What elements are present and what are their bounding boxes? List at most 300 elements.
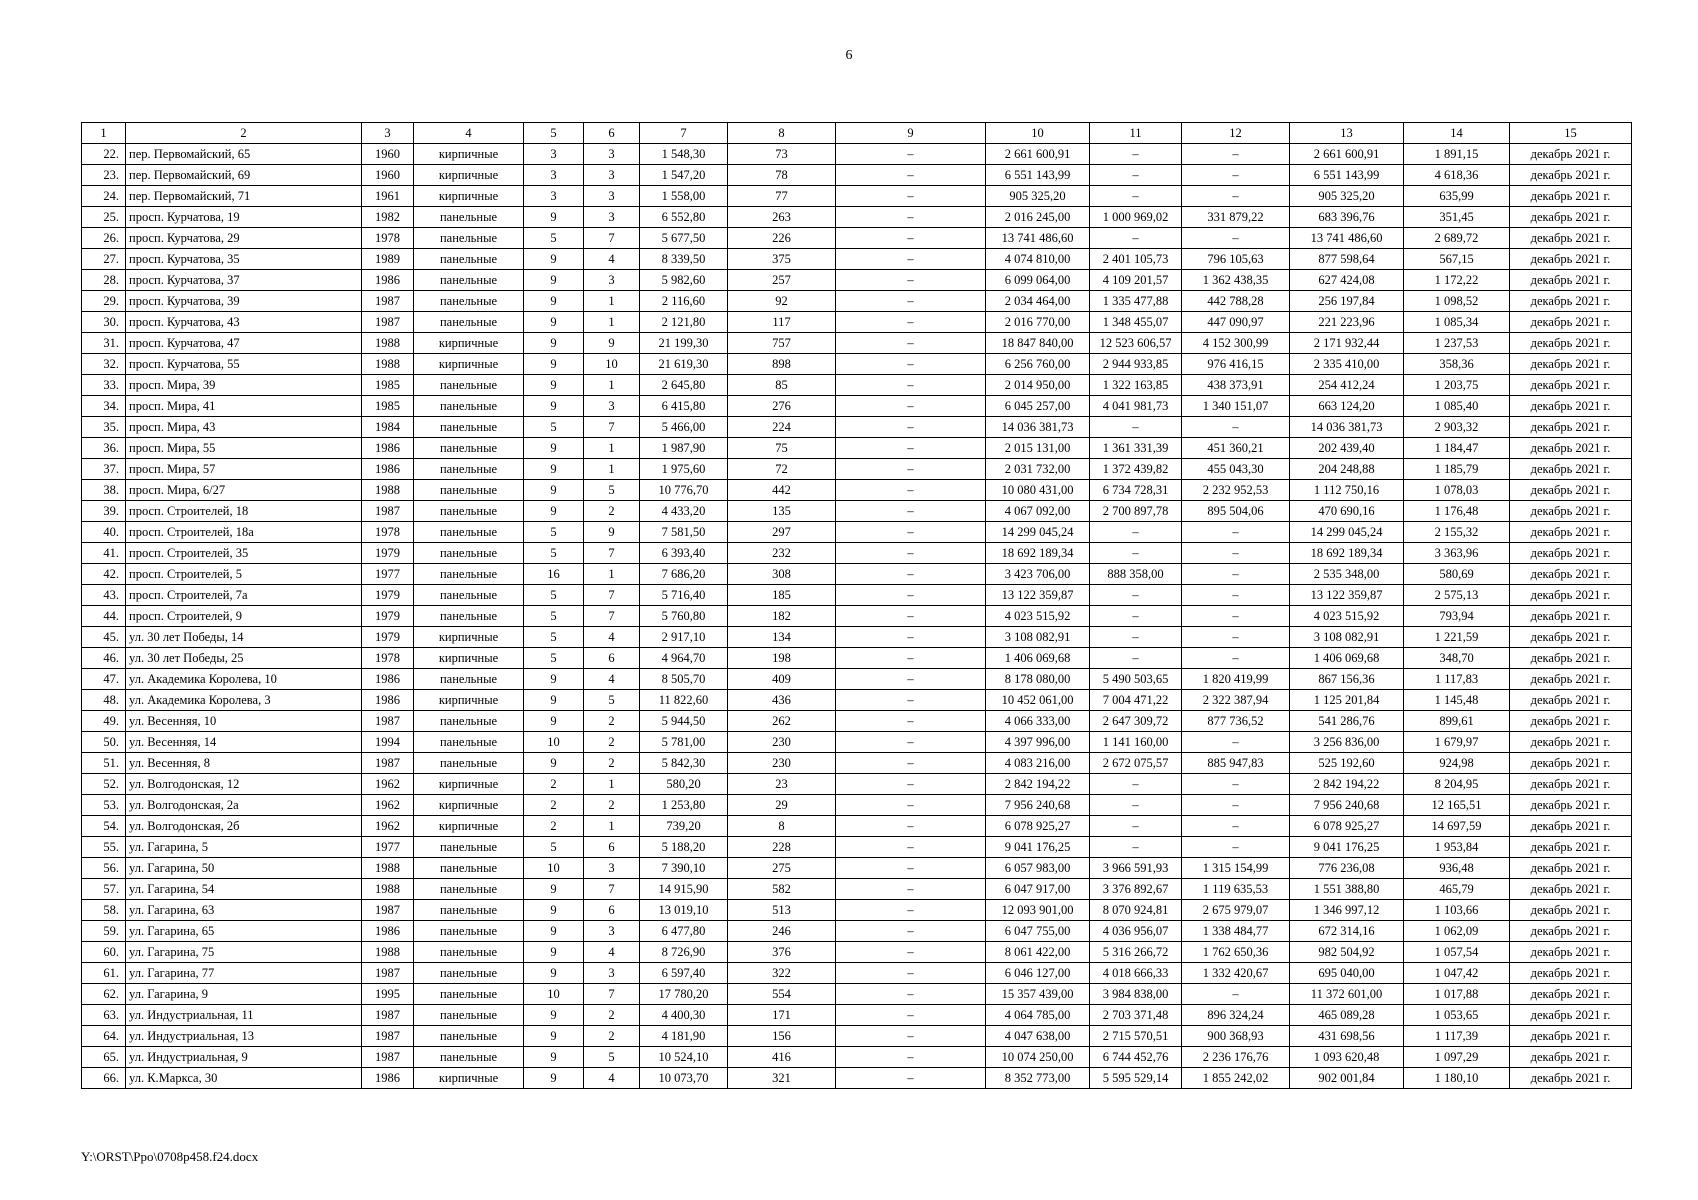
table-cell-col-7: 2 917,10: [640, 627, 728, 648]
table-row: [82, 648, 1632, 669]
table-cell-col-15: декабрь 2021 г.: [1510, 291, 1632, 312]
table-cell-col-2: ул. К.Маркса, 30: [126, 1068, 362, 1089]
table-cell-col-14: 2 575,13: [1404, 585, 1510, 606]
table-cell-col-15: декабрь 2021 г.: [1510, 900, 1632, 921]
table-cell-col-6: 1: [584, 774, 640, 795]
table-row: [82, 354, 1632, 375]
table-row: [82, 753, 1632, 774]
table-cell-col-11: –: [1090, 627, 1182, 648]
table-row: [82, 711, 1632, 732]
table-cell-col-12: –: [1182, 627, 1290, 648]
table-cell-col-10: 3 423 706,00: [986, 564, 1090, 585]
table-cell-col-15: декабрь 2021 г.: [1510, 795, 1632, 816]
table-cell-col-9: –: [836, 459, 986, 480]
table-cell-col-5: 9: [524, 690, 584, 711]
table-cell-col-11: 1 372 439,82: [1090, 459, 1182, 480]
table-cell-col-3: 1986: [362, 270, 414, 291]
table-cell-col-13: 11 372 601,00: [1290, 984, 1404, 1005]
table-cell-col-4: панельные: [414, 711, 524, 732]
table-cell-col-3: 1987: [362, 291, 414, 312]
table-cell-col-14: 1 117,39: [1404, 1026, 1510, 1047]
table-cell-col-4: панельные: [414, 396, 524, 417]
table-cell-col-5: 9: [524, 900, 584, 921]
table-cell-col-6: 2: [584, 753, 640, 774]
table-cell-col-1: 49.: [82, 711, 126, 732]
table-cell-col-1: 58.: [82, 900, 126, 921]
table-cell-col-10: 18 692 189,34: [986, 543, 1090, 564]
table-cell-col-14: 1 117,83: [1404, 669, 1510, 690]
table-cell-col-6: 3: [584, 186, 640, 207]
table-cell-col-9: –: [836, 585, 986, 606]
table-cell-col-1: 38.: [82, 480, 126, 501]
table-cell-col-8: 554: [728, 984, 836, 1005]
table-cell-col-13: 14 036 381,73: [1290, 417, 1404, 438]
table-row: [82, 963, 1632, 984]
table-cell-col-8: 228: [728, 837, 836, 858]
table-cell-col-12: 895 504,06: [1182, 501, 1290, 522]
table-cell-col-14: 1 145,48: [1404, 690, 1510, 711]
table-cell-col-14: 2 903,32: [1404, 417, 1510, 438]
table-cell-col-5: 10: [524, 858, 584, 879]
table-cell-col-3: 1960: [362, 144, 414, 165]
table-cell-col-9: –: [836, 375, 986, 396]
table-cell-col-7: 8 726,90: [640, 942, 728, 963]
table-cell-col-9: –: [836, 1005, 986, 1026]
column-header-10: 10: [986, 123, 1090, 144]
table-cell-col-11: –: [1090, 417, 1182, 438]
table-cell-col-7: 6 393,40: [640, 543, 728, 564]
table-cell-col-2: просп. Мира, 41: [126, 396, 362, 417]
table-cell-col-12: –: [1182, 165, 1290, 186]
table-cell-col-12: 1 855 242,02: [1182, 1068, 1290, 1089]
table-cell-col-5: 5: [524, 417, 584, 438]
table-cell-col-12: –: [1182, 984, 1290, 1005]
table-cell-col-9: –: [836, 711, 986, 732]
table-cell-col-10: 6 045 257,00: [986, 396, 1090, 417]
table-cell-col-3: 1985: [362, 375, 414, 396]
table-cell-col-5: 9: [524, 459, 584, 480]
table-cell-col-1: 36.: [82, 438, 126, 459]
table-cell-col-15: декабрь 2021 г.: [1510, 942, 1632, 963]
table-cell-col-6: 5: [584, 690, 640, 711]
table-cell-col-13: 1 406 069,68: [1290, 648, 1404, 669]
table-cell-col-7: 2 645,80: [640, 375, 728, 396]
table-cell-col-7: 8 339,50: [640, 249, 728, 270]
table-cell-col-10: 18 847 840,00: [986, 333, 1090, 354]
table-cell-col-8: 117: [728, 312, 836, 333]
table-cell-col-7: 10 073,70: [640, 1068, 728, 1089]
table-cell-col-12: 1 119 635,53: [1182, 879, 1290, 900]
table-cell-col-2: ул. Волгодонская, 2б: [126, 816, 362, 837]
table-cell-col-8: 757: [728, 333, 836, 354]
table-cell-col-12: –: [1182, 522, 1290, 543]
table-cell-col-13: 254 412,24: [1290, 375, 1404, 396]
table-cell-col-2: ул. Весенняя, 10: [126, 711, 362, 732]
table-cell-col-11: 6 734 728,31: [1090, 480, 1182, 501]
table-row: [82, 186, 1632, 207]
table-cell-col-5: 9: [524, 1005, 584, 1026]
table-cell-col-4: панельные: [414, 480, 524, 501]
table-cell-col-8: 416: [728, 1047, 836, 1068]
table-cell-col-10: 4 397 996,00: [986, 732, 1090, 753]
table-cell-col-15: декабрь 2021 г.: [1510, 1047, 1632, 1068]
table-cell-col-8: 898: [728, 354, 836, 375]
table-cell-col-12: –: [1182, 186, 1290, 207]
table-cell-col-1: 56.: [82, 858, 126, 879]
table-cell-col-15: декабрь 2021 г.: [1510, 774, 1632, 795]
table-cell-col-7: 8 505,70: [640, 669, 728, 690]
table-cell-col-3: 1978: [362, 648, 414, 669]
table-cell-col-11: 2 700 897,78: [1090, 501, 1182, 522]
table-cell-col-8: 198: [728, 648, 836, 669]
table-cell-col-13: 2 335 410,00: [1290, 354, 1404, 375]
table-cell-col-11: 4 109 201,57: [1090, 270, 1182, 291]
table-cell-col-12: 885 947,83: [1182, 753, 1290, 774]
table-cell-col-10: 8 352 773,00: [986, 1068, 1090, 1089]
table-cell-col-2: просп. Строителей, 5: [126, 564, 362, 585]
table-cell-col-9: –: [836, 207, 986, 228]
table-cell-col-5: 9: [524, 480, 584, 501]
table-cell-col-4: панельные: [414, 942, 524, 963]
table-cell-col-14: 1 047,42: [1404, 963, 1510, 984]
table-cell-col-7: 1 558,00: [640, 186, 728, 207]
table-cell-col-3: 1986: [362, 1068, 414, 1089]
table-cell-col-1: 61.: [82, 963, 126, 984]
table-cell-col-1: 32.: [82, 354, 126, 375]
table-cell-col-13: 902 001,84: [1290, 1068, 1404, 1089]
table-cell-col-9: –: [836, 942, 986, 963]
table-cell-col-4: панельные: [414, 837, 524, 858]
table-cell-col-4: панельные: [414, 459, 524, 480]
table-row: [82, 627, 1632, 648]
table-cell-col-3: 1962: [362, 816, 414, 837]
table-cell-col-3: 1986: [362, 690, 414, 711]
table-cell-col-13: 7 956 240,68: [1290, 795, 1404, 816]
table-cell-col-2: просп. Курчатова, 39: [126, 291, 362, 312]
table-cell-col-11: 2 401 105,73: [1090, 249, 1182, 270]
table-cell-col-13: 18 692 189,34: [1290, 543, 1404, 564]
table-cell-col-13: 627 424,08: [1290, 270, 1404, 291]
table-cell-col-5: 9: [524, 438, 584, 459]
table-cell-col-9: –: [836, 648, 986, 669]
table-cell-col-12: –: [1182, 564, 1290, 585]
table-cell-col-7: 7 686,20: [640, 564, 728, 585]
table-cell-col-12: –: [1182, 795, 1290, 816]
table-cell-col-8: 409: [728, 669, 836, 690]
column-header-4: 4: [414, 123, 524, 144]
table-cell-col-11: 1 141 160,00: [1090, 732, 1182, 753]
table-cell-col-3: 1986: [362, 438, 414, 459]
table-cell-col-11: 4 036 956,07: [1090, 921, 1182, 942]
table-cell-col-15: декабрь 2021 г.: [1510, 249, 1632, 270]
table-cell-col-13: 1 093 620,48: [1290, 1047, 1404, 1068]
table-cell-col-11: –: [1090, 165, 1182, 186]
table-cell-col-8: 513: [728, 900, 836, 921]
table-cell-col-3: 1979: [362, 606, 414, 627]
table-cell-col-5: 9: [524, 879, 584, 900]
table-cell-col-12: –: [1182, 228, 1290, 249]
table-cell-col-14: 1 237,53: [1404, 333, 1510, 354]
table-cell-col-3: 1988: [362, 858, 414, 879]
table-cell-col-7: 10 776,70: [640, 480, 728, 501]
table-cell-col-7: 4 400,30: [640, 1005, 728, 1026]
table-row: [82, 858, 1632, 879]
table-cell-col-13: 525 192,60: [1290, 753, 1404, 774]
table-cell-col-8: 232: [728, 543, 836, 564]
table-cell-col-8: 322: [728, 963, 836, 984]
table-cell-col-1: 55.: [82, 837, 126, 858]
table-cell-col-7: 5 677,50: [640, 228, 728, 249]
table-cell-col-11: 1 000 969,02: [1090, 207, 1182, 228]
table-cell-col-3: 1994: [362, 732, 414, 753]
table-cell-col-4: панельные: [414, 669, 524, 690]
table-cell-col-14: 1 221,59: [1404, 627, 1510, 648]
table-cell-col-11: 1 335 477,88: [1090, 291, 1182, 312]
table-cell-col-10: 9 041 176,25: [986, 837, 1090, 858]
table-cell-col-2: пер. Первомайский, 71: [126, 186, 362, 207]
table-cell-col-8: 185: [728, 585, 836, 606]
table-cell-col-15: декабрь 2021 г.: [1510, 606, 1632, 627]
table-cell-col-9: –: [836, 795, 986, 816]
table-cell-col-3: 1987: [362, 312, 414, 333]
table-cell-col-10: 13 741 486,60: [986, 228, 1090, 249]
table-cell-col-4: кирпичные: [414, 165, 524, 186]
table-cell-col-4: панельные: [414, 228, 524, 249]
table-cell-col-6: 5: [584, 480, 640, 501]
table-cell-col-1: 27.: [82, 249, 126, 270]
table-cell-col-1: 25.: [82, 207, 126, 228]
table-cell-col-15: декабрь 2021 г.: [1510, 921, 1632, 942]
table-cell-col-4: кирпичные: [414, 144, 524, 165]
table-cell-col-14: 14 697,59: [1404, 816, 1510, 837]
table-row: [82, 543, 1632, 564]
table-cell-col-9: –: [836, 816, 986, 837]
table-cell-col-14: 1 953,84: [1404, 837, 1510, 858]
table-cell-col-1: 29.: [82, 291, 126, 312]
table-row: [82, 879, 1632, 900]
table-cell-col-11: 888 358,00: [1090, 564, 1182, 585]
table-row: [82, 606, 1632, 627]
table-cell-col-10: 4 067 092,00: [986, 501, 1090, 522]
table-cell-col-1: 40.: [82, 522, 126, 543]
table-cell-col-3: 1984: [362, 417, 414, 438]
table-cell-col-9: –: [836, 1047, 986, 1068]
table-cell-col-14: 465,79: [1404, 879, 1510, 900]
table-cell-col-7: 17 780,20: [640, 984, 728, 1005]
table-cell-col-3: 1986: [362, 459, 414, 480]
table-cell-col-13: 1 112 750,16: [1290, 480, 1404, 501]
table-cell-col-8: 262: [728, 711, 836, 732]
table-cell-col-3: 1987: [362, 711, 414, 732]
table-cell-col-6: 2: [584, 732, 640, 753]
table-cell-col-5: 5: [524, 585, 584, 606]
header-row: [82, 123, 1632, 144]
table-cell-col-6: 2: [584, 501, 640, 522]
table-cell-col-11: 2 944 933,85: [1090, 354, 1182, 375]
table-cell-col-14: 1 085,40: [1404, 396, 1510, 417]
table-cell-col-6: 7: [584, 606, 640, 627]
table-cell-col-1: 54.: [82, 816, 126, 837]
table-cell-col-13: 1 125 201,84: [1290, 690, 1404, 711]
table-cell-col-2: просп. Курчатова, 35: [126, 249, 362, 270]
table-cell-col-2: просп. Курчатова, 43: [126, 312, 362, 333]
table-cell-col-2: просп. Строителей, 7а: [126, 585, 362, 606]
table-cell-col-15: декабрь 2021 г.: [1510, 564, 1632, 585]
table-cell-col-3: 1989: [362, 249, 414, 270]
table-cell-col-11: 8 070 924,81: [1090, 900, 1182, 921]
table-cell-col-1: 26.: [82, 228, 126, 249]
table-cell-col-5: 9: [524, 291, 584, 312]
table-cell-col-1: 60.: [82, 942, 126, 963]
table-cell-col-3: 1962: [362, 795, 414, 816]
table-cell-col-10: 10 074 250,00: [986, 1047, 1090, 1068]
table-cell-col-3: 1987: [362, 963, 414, 984]
table-cell-col-9: –: [836, 669, 986, 690]
table-cell-col-8: 78: [728, 165, 836, 186]
table-cell-col-7: 5 781,00: [640, 732, 728, 753]
table-cell-col-15: декабрь 2021 г.: [1510, 228, 1632, 249]
table-cell-col-11: 3 984 838,00: [1090, 984, 1182, 1005]
table-cell-col-6: 7: [584, 585, 640, 606]
table-cell-col-12: –: [1182, 543, 1290, 564]
table-cell-col-6: 2: [584, 795, 640, 816]
table-cell-col-15: декабрь 2021 г.: [1510, 501, 1632, 522]
table-row: [82, 669, 1632, 690]
table-cell-col-7: 13 019,10: [640, 900, 728, 921]
table-cell-col-5: 5: [524, 543, 584, 564]
table-cell-col-12: 2 232 952,53: [1182, 480, 1290, 501]
table-cell-col-2: просп. Курчатова, 47: [126, 333, 362, 354]
table-cell-col-12: 976 416,15: [1182, 354, 1290, 375]
table-cell-col-13: 256 197,84: [1290, 291, 1404, 312]
footer-file-path: Y:\ORST\Ppo\0708p458.f24.docx: [81, 1149, 259, 1164]
table-cell-col-3: 1979: [362, 627, 414, 648]
table-cell-col-13: 9 041 176,25: [1290, 837, 1404, 858]
table-cell-col-9: –: [836, 627, 986, 648]
table-cell-col-4: панельные: [414, 732, 524, 753]
table-cell-col-11: –: [1090, 228, 1182, 249]
table-cell-col-6: 1: [584, 375, 640, 396]
table-cell-col-11: –: [1090, 837, 1182, 858]
table-cell-col-1: 44.: [82, 606, 126, 627]
table-cell-col-10: 6 078 925,27: [986, 816, 1090, 837]
table-cell-col-6: 2: [584, 1026, 640, 1047]
column-header-7: 7: [640, 123, 728, 144]
table-cell-col-10: 2 661 600,91: [986, 144, 1090, 165]
table-row: [82, 942, 1632, 963]
table-cell-col-15: декабрь 2021 г.: [1510, 1068, 1632, 1089]
table-cell-col-3: 1961: [362, 186, 414, 207]
column-header-15: 15: [1510, 123, 1632, 144]
table-cell-col-6: 6: [584, 900, 640, 921]
table-cell-col-6: 1: [584, 564, 640, 585]
table-cell-col-6: 4: [584, 669, 640, 690]
table-cell-col-10: 10 080 431,00: [986, 480, 1090, 501]
table-cell-col-7: 5 466,00: [640, 417, 728, 438]
table-cell-col-4: панельные: [414, 1026, 524, 1047]
table-row: [82, 480, 1632, 501]
table-cell-col-9: –: [836, 144, 986, 165]
table-cell-col-5: 10: [524, 732, 584, 753]
table-cell-col-15: декабрь 2021 г.: [1510, 879, 1632, 900]
table-cell-col-1: 43.: [82, 585, 126, 606]
table-cell-col-8: 92: [728, 291, 836, 312]
table-cell-col-5: 9: [524, 1047, 584, 1068]
table-cell-col-8: 171: [728, 1005, 836, 1026]
table-cell-col-9: –: [836, 984, 986, 1005]
table-row: [82, 1005, 1632, 1026]
table-cell-col-15: декабрь 2021 г.: [1510, 459, 1632, 480]
table-cell-col-6: 4: [584, 1068, 640, 1089]
table-cell-col-12: 1 340 151,07: [1182, 396, 1290, 417]
table-row: [82, 795, 1632, 816]
table-cell-col-15: декабрь 2021 г.: [1510, 186, 1632, 207]
table-row: [82, 228, 1632, 249]
table-cell-col-7: 21 199,30: [640, 333, 728, 354]
table-cell-col-15: декабрь 2021 г.: [1510, 585, 1632, 606]
table-cell-col-4: панельные: [414, 438, 524, 459]
table-cell-col-2: просп. Курчатова, 55: [126, 354, 362, 375]
table-cell-col-12: –: [1182, 606, 1290, 627]
table-cell-col-5: 9: [524, 1068, 584, 1089]
table-cell-col-13: 672 314,16: [1290, 921, 1404, 942]
table-row: [82, 333, 1632, 354]
table-cell-col-3: 1979: [362, 585, 414, 606]
table-cell-col-1: 34.: [82, 396, 126, 417]
table-cell-col-13: 202 439,40: [1290, 438, 1404, 459]
table-cell-col-1: 65.: [82, 1047, 126, 1068]
table-cell-col-4: кирпичные: [414, 627, 524, 648]
table-cell-col-13: 683 396,76: [1290, 207, 1404, 228]
table-cell-col-4: кирпичные: [414, 648, 524, 669]
table-cell-col-6: 1: [584, 291, 640, 312]
table-cell-col-9: –: [836, 753, 986, 774]
table-cell-col-3: 1982: [362, 207, 414, 228]
table-cell-col-4: панельные: [414, 543, 524, 564]
table-cell-col-9: –: [836, 606, 986, 627]
table-cell-col-4: кирпичные: [414, 354, 524, 375]
table-cell-col-2: ул. Гагарина, 65: [126, 921, 362, 942]
table-cell-col-3: 1978: [362, 228, 414, 249]
table-cell-col-12: –: [1182, 585, 1290, 606]
table-cell-col-13: 2 661 600,91: [1290, 144, 1404, 165]
table-cell-col-3: 1986: [362, 669, 414, 690]
table-cell-col-9: –: [836, 417, 986, 438]
column-header-11: 11: [1090, 123, 1182, 144]
table-cell-col-9: –: [836, 1026, 986, 1047]
table-row: [82, 249, 1632, 270]
table-cell-col-12: 451 360,21: [1182, 438, 1290, 459]
table-cell-col-8: 582: [728, 879, 836, 900]
table-cell-col-1: 46.: [82, 648, 126, 669]
table-cell-col-5: 9: [524, 270, 584, 291]
table-cell-col-15: декабрь 2021 г.: [1510, 627, 1632, 648]
table-cell-col-5: 3: [524, 186, 584, 207]
table-cell-col-10: 2 016 245,00: [986, 207, 1090, 228]
table-cell-col-10: 905 325,20: [986, 186, 1090, 207]
table-cell-col-2: просп. Мира, 57: [126, 459, 362, 480]
table-cell-col-15: декабрь 2021 г.: [1510, 438, 1632, 459]
table-cell-col-13: 221 223,96: [1290, 312, 1404, 333]
table-cell-col-1: 62.: [82, 984, 126, 1005]
table-cell-col-3: 1988: [362, 333, 414, 354]
table-row: [82, 921, 1632, 942]
table-cell-col-5: 2: [524, 795, 584, 816]
table-cell-col-6: 4: [584, 942, 640, 963]
table-cell-col-15: декабрь 2021 г.: [1510, 837, 1632, 858]
table-cell-col-12: 1 315 154,99: [1182, 858, 1290, 879]
table-cell-col-8: 376: [728, 942, 836, 963]
